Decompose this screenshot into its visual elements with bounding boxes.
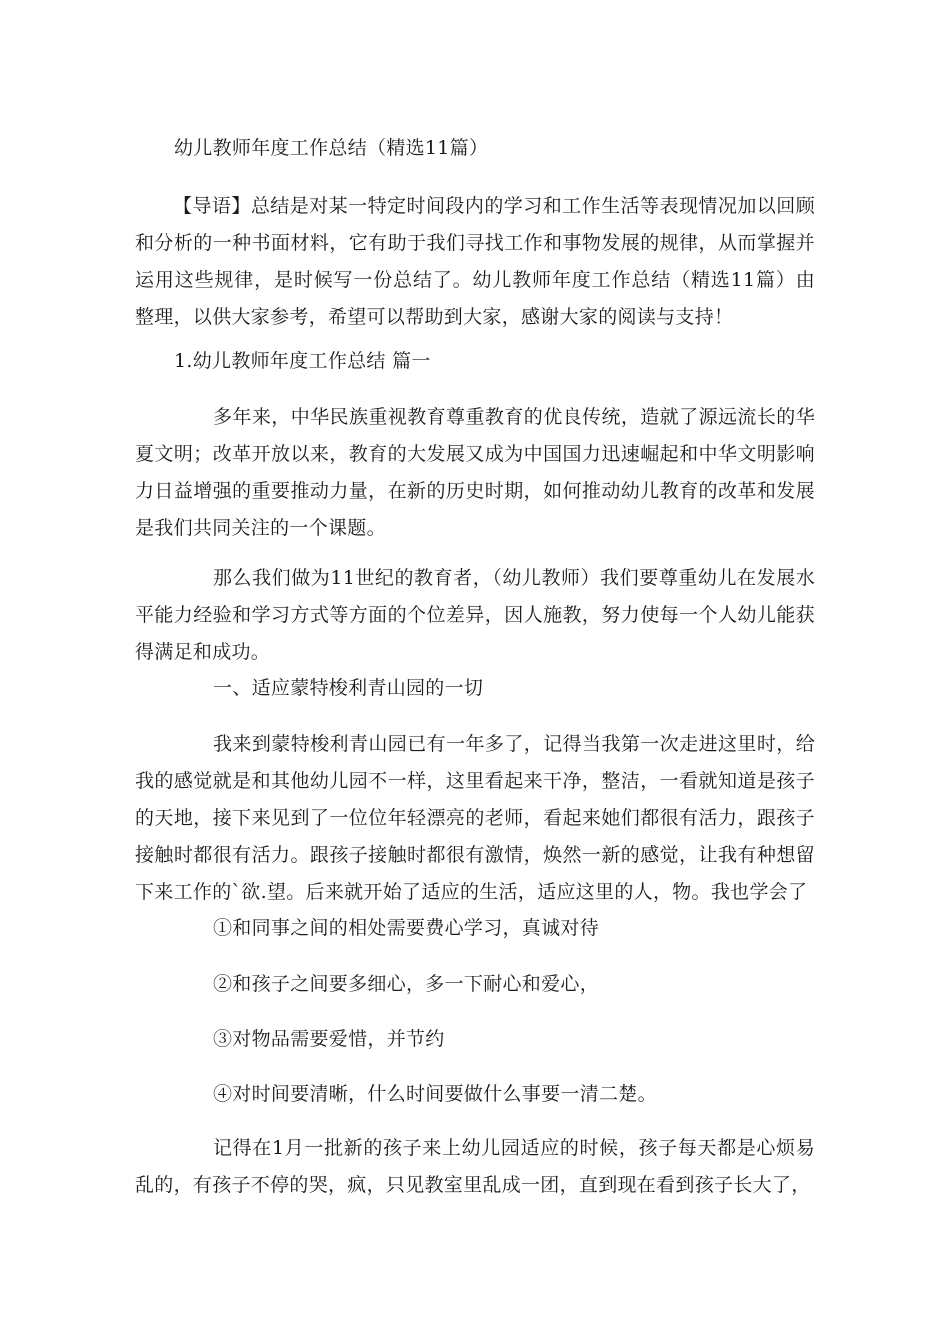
- list-item: ③对物品需要爱惜，并节约: [213, 1028, 445, 1050]
- body-paragraph: 多年来，中华民族重视教育尊重教育的优良传统，造就了源远流长的华夏文明；改革开放以来，教育的大发展又成为中国国力迅速崛起和中华文明影响力日益增强的重要推动力量，在新的历史时期，如何推动幼儿教育的改革和发展是我们共同关注的一个课题。: [135, 406, 815, 539]
- list-item: ①和同事之间的相处需要费心学习，真诚对待: [213, 917, 600, 939]
- body-paragraph: 我来到蒙特梭利青山园已有一年多了，记得当我第一次走进这里时，给我的感觉就是和其他幼儿园不一样，这里看起来干净，整洁，一看就知道是孩子的天地，接下来见到了一位位年轻漂亮的老师，看起来她们都很有活力，跟孩子接触时都很有活力。跟孩子接触时都很有激情，焕然一新的感觉，让我有种想留下来工作的`欲.望。后来就开始了适应的生活，适应这里的人，物。我也学会了: [135, 733, 815, 903]
- list-item: ②和孩子之间要多细心，多一下耐心和爱心，: [213, 973, 600, 995]
- document-title: 幼儿教师年度工作总结（精选11篇）: [174, 137, 489, 159]
- section-heading: 1.幼儿教师年度工作总结 篇一: [174, 350, 431, 372]
- body-paragraph: 那么我们做为11世纪的教育者，（幼儿教师）我们要尊重幼儿在发展水平能力经验和学习方式等方面的个位差异，因人施教，努力使每一个人幼儿能获得满足和成功。: [135, 567, 815, 663]
- body-paragraph: 记得在1月一批新的孩子来上幼儿园适应的时候，孩子每天都是心烦易乱的，有孩子不停的哭，疯，只见教室里乱成一团，直到现在看到孩子长大了，: [135, 1137, 815, 1196]
- list-item: ④对时间要清晰，什么时间要做什么事要一清二楚。: [213, 1083, 657, 1105]
- subheading: 一、适应蒙特梭利青山园的一切: [213, 677, 484, 699]
- intro-paragraph: 【导语】总结是对某一特定时间段内的学习和工作生活等表现情况加以回顾和分析的一种书面材料，它有助于我们寻找工作和事物发展的规律，从而掌握并运用这些规律，是时候写一份总结了。幼儿教师年度工作总结（精选11篇）由整理，以供大家参考，希望可以帮助到大家，感谢大家的阅读与支持！: [135, 195, 815, 328]
